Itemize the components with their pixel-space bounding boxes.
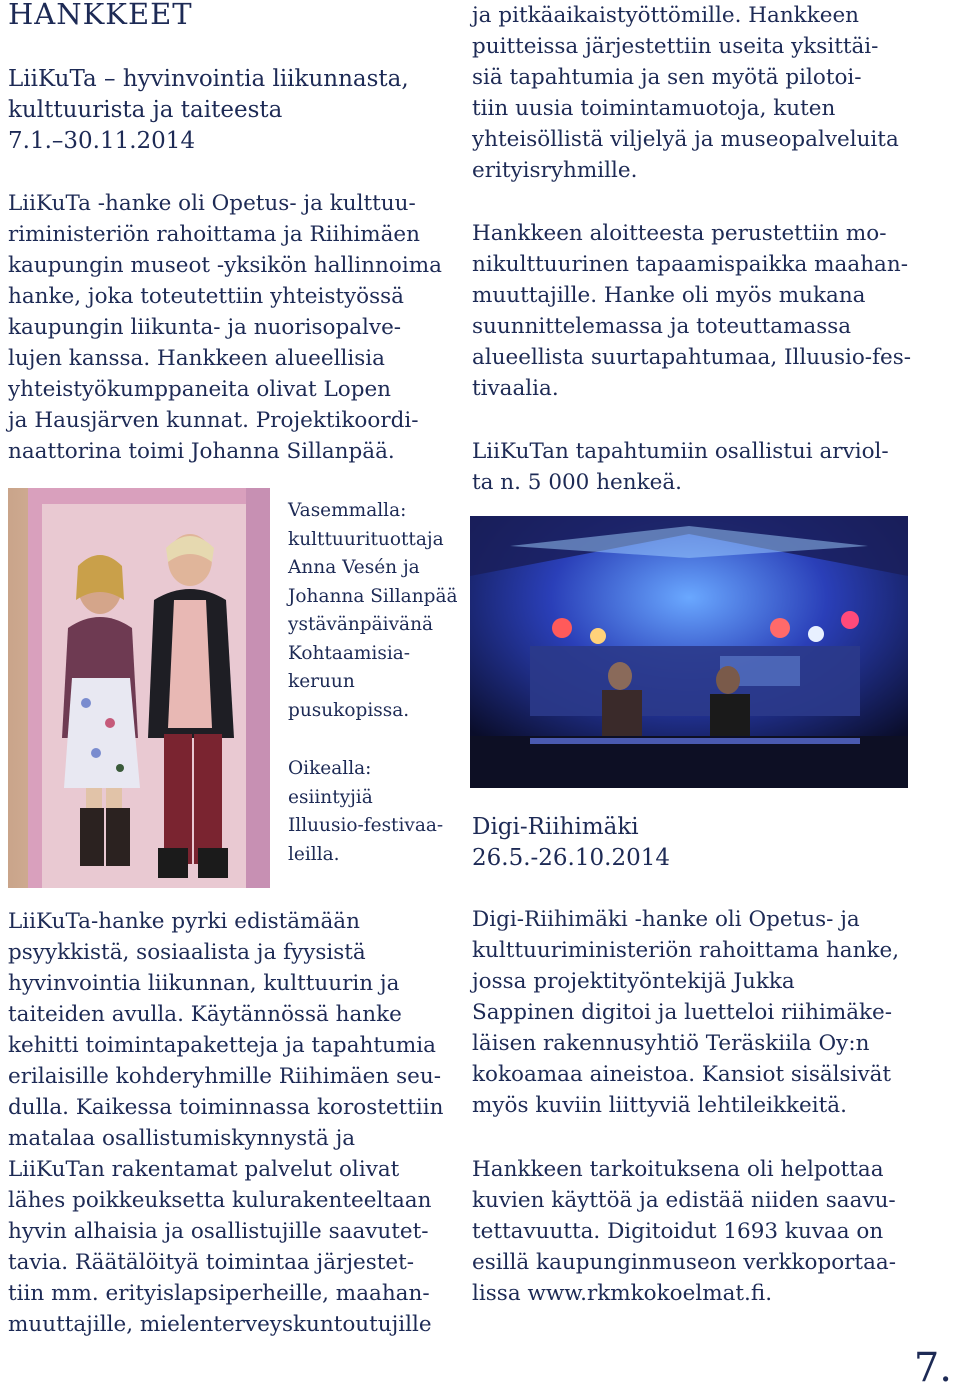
- photo-kissing-booth: [8, 488, 270, 888]
- caption-right-photo: Oikealla: esiintyjiä Illuusio-festivaa- leilla.: [288, 758, 444, 865]
- project-heading-liikuta: LiiKuTa – hyvinvointia liikunnasta, kulttuurista ja taiteesta 7.1.–30.11.2014: [8, 66, 409, 154]
- photo-festival-stage: [470, 516, 908, 788]
- paragraph-meeting-place: Hankkeen aloitteesta perustettiin mo- nikulttuurinen tapaamispaikka maahan- muuttajille. Hanke oli myös mukana suunnittelemassa ja toteuttamassa alueellista suurtapahtumaa, Illuusio-fes- tivaalia.: [472, 221, 912, 401]
- caption-left-photo: Vasemmalla: kulttuurituottaja Anna Vesén ja Johanna Sillanpää ystävänpäivänä Kohtaamisia- keruun pusukopissa.: [288, 500, 458, 721]
- paragraph-goals: LiiKuTa-hanke pyrki edistämään psyykkistä, sosiaalista ja fyysistä hyvinvointia liikunnan, kulttuurin ja taiteiden avulla. Käytännössä hanke kehitti toimintapaketteja ja tapahtumia erilaisille kohderyhmille Riihimäen seu- dulla. Kaikessa toiminnassa korostettiin matalaa osallistumiskynnystä ja LiiKuTan rakentamat palvelut olivat lähes poikkeuksetta kulurakenteeltaan hyvin alhaisia ja osallistujille saavutet- tavia. Räätälöityä toimintaa järjestet- tiin mm. erityislapsiperheille, maahan- muuttajille, mielenterveyskuntoutujille: [8, 909, 444, 1337]
- page-number: 7.: [913, 1345, 952, 1391]
- paragraph-participants: LiiKuTan tapahtumiin osallistui arviol- ta n. 5 000 henkeä.: [472, 439, 889, 495]
- paragraph-intro: LiiKuTa -hanke oli Opetus- ja kulttuu- riministeriön rahoittama ja Riihimäen kaupungin museot -yksikön hallinnoima hanke, joka toteutettiin yhteistyössä kaupungin liikunta- ja nuorisopalve- lujen kanssa. Hankkeen alueellisia yhteistyökumppaneita olivat Lopen ja Hausjärven kunnat. Projektikoordi- naattorina toimi Johanna Sillanpää.: [8, 191, 442, 464]
- paragraph-continuation: ja pitkäaikaistyöttömille. Hankkeen puitteissa järjestettiin useita yksittäi- siä tapahtumia ja sen myötä pilotoi- tiin uusia toimintamuotoja, kuten yhteisöllistä viljelyä ja museopalveluita erityisryhmille.: [472, 3, 899, 183]
- paragraph-digi-purpose: Hankkeen tarkoituksena oli helpottaa kuvien käyttöä ja edistää niiden saavu- tettavuutta. Digitoidut 1693 kuvaa on esillä kaupunginmuseon verkkoportaa- lissa www.rkmkokoelmat.fi.: [472, 1157, 896, 1306]
- section-title: HANKKEET: [8, 0, 193, 31]
- paragraph-digi: Digi-Riihimäki -hanke oli Opetus- ja kulttuuriministeriön rahoittama hanke, jossa projektityöntekijä Jukka Sappinen digitoi ja luetteloi riihimäke- läisen rakennusyhtiö Teräskiila Oy:n kokoamaa aineistoa. Kansiot sisälsivät myös kuviin liittyviä lehtileikkeitä.: [472, 907, 900, 1118]
- project-heading-digi-riihimaki: Digi-Riihimäki 26.5.-26.10.2014: [472, 814, 670, 871]
